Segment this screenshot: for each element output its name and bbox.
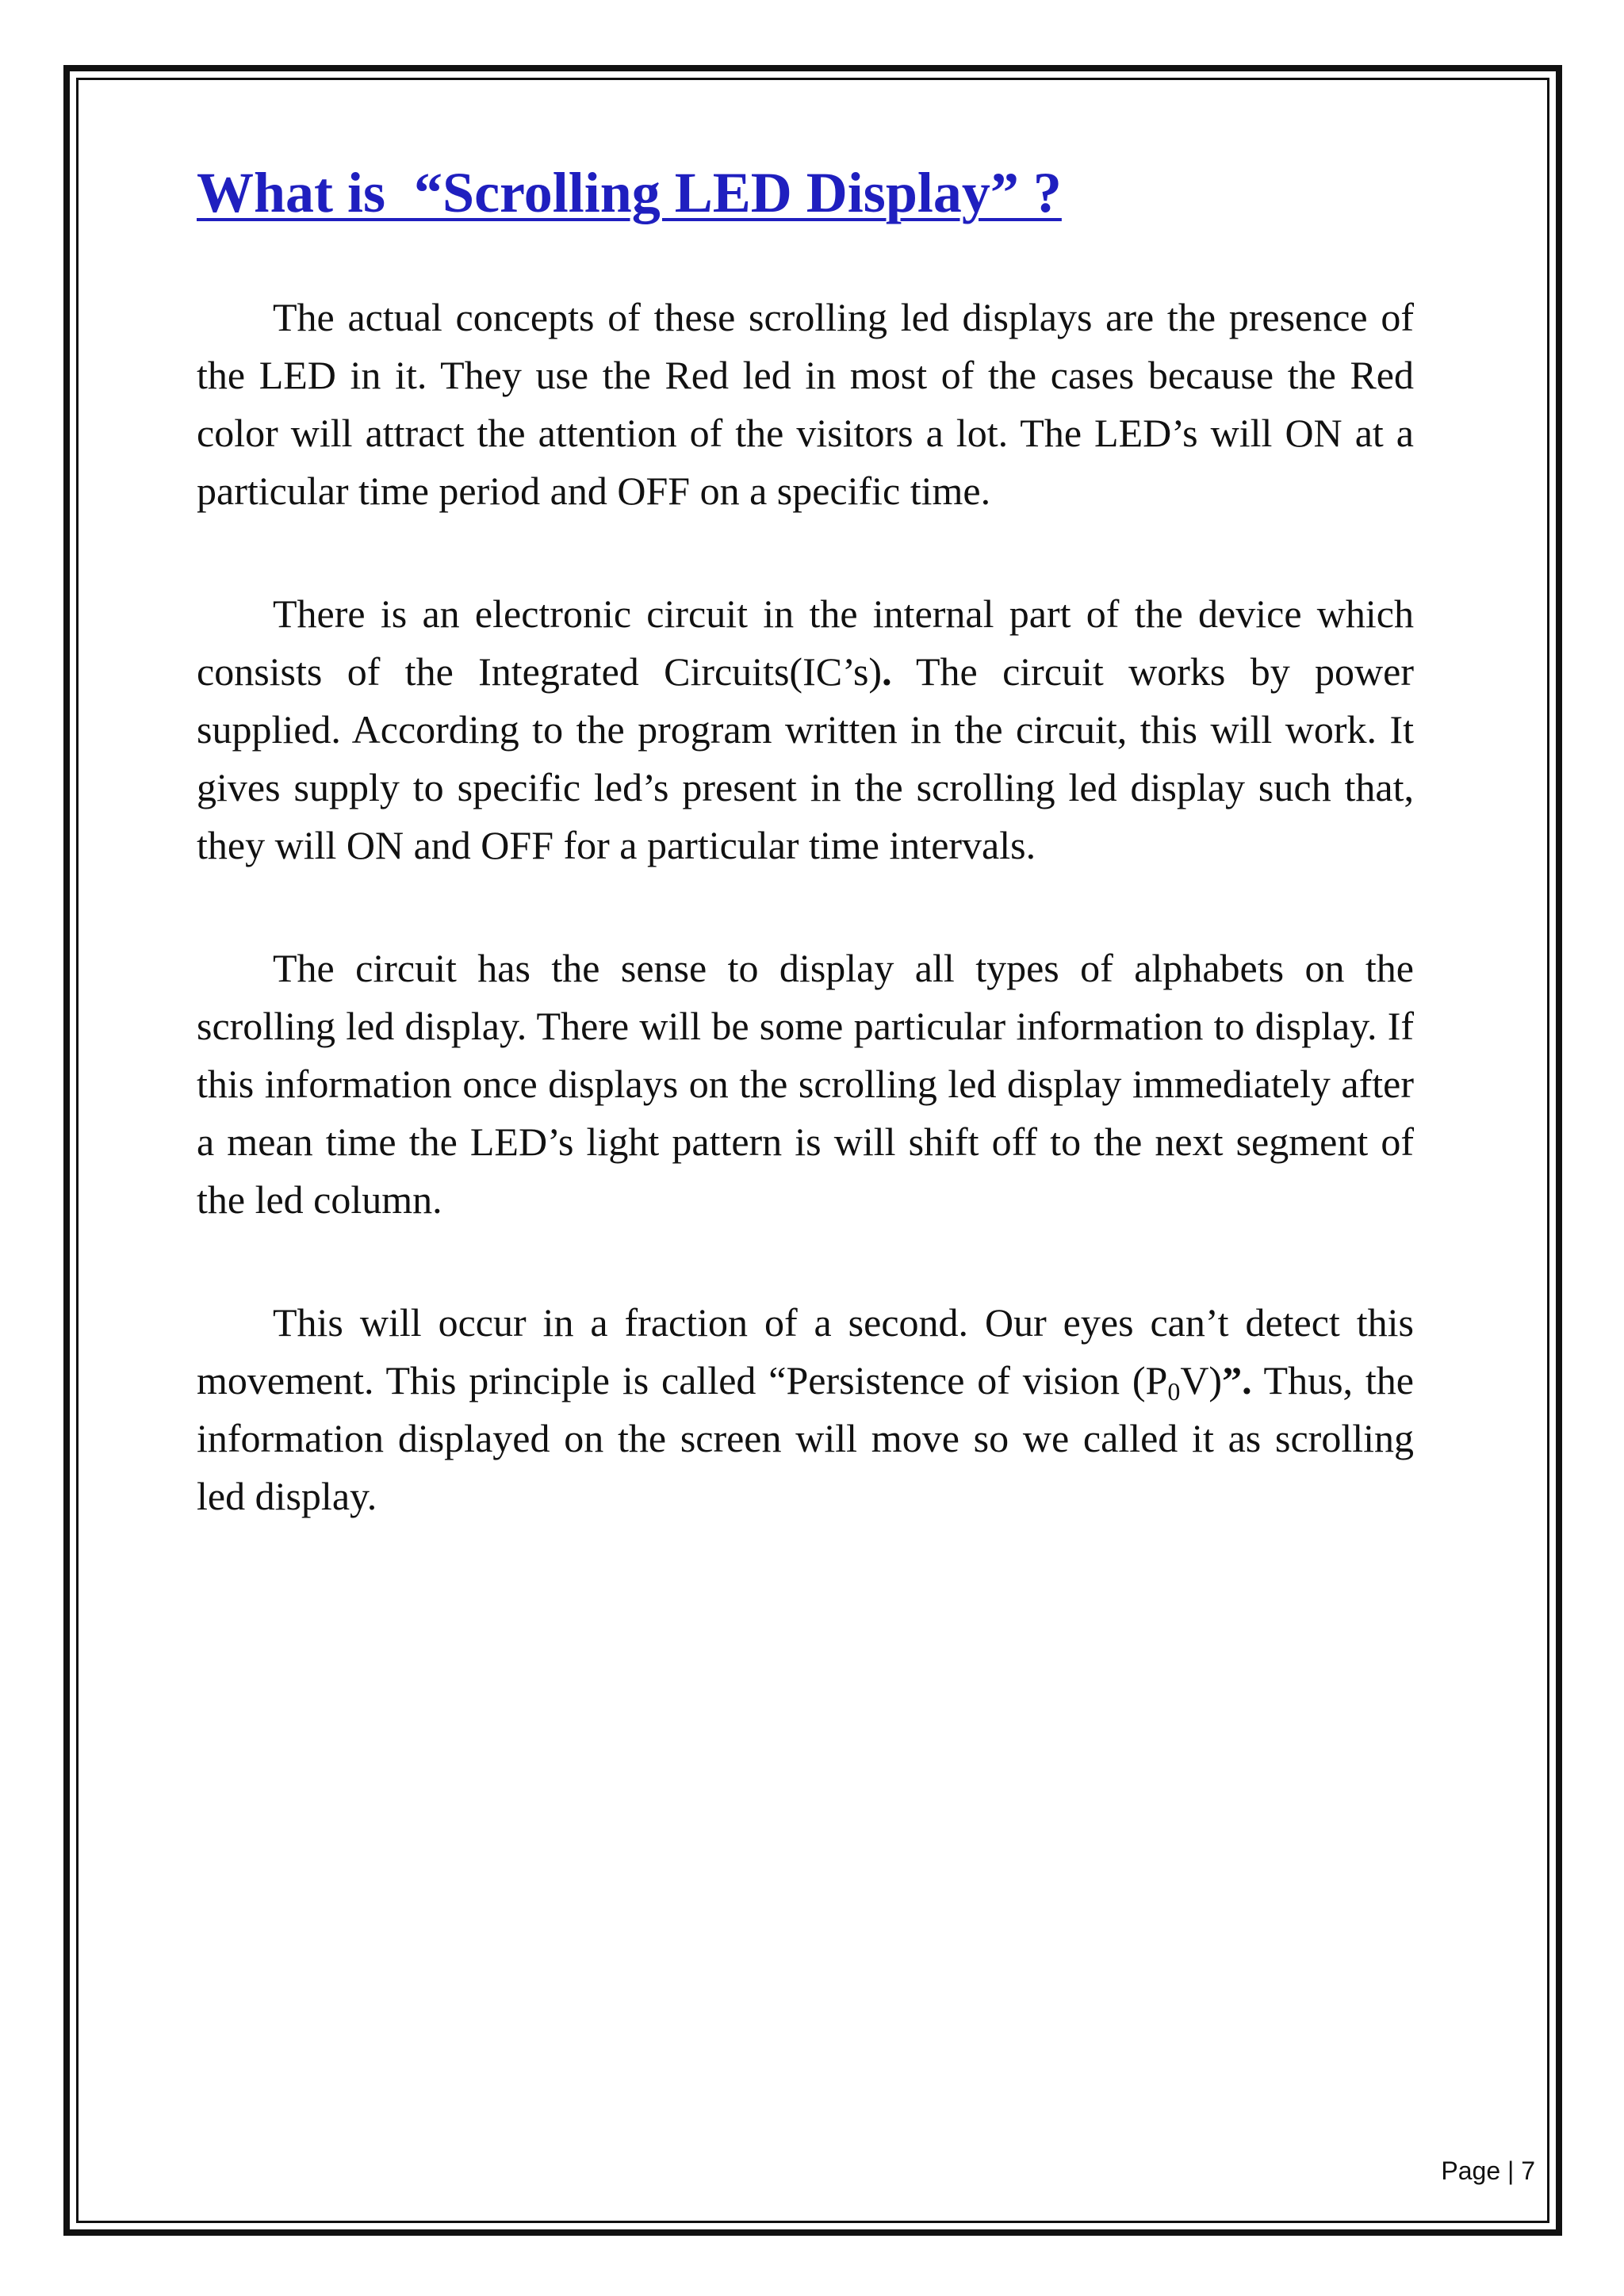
paragraph-2-text-b: The circuit works by power supplied. According to the program written in the circuit, this will work. It gives supply to specific led’s present in the scrolling led display such that, they will ON and OFF for a particular time intervals. [197,649,1414,868]
paragraph-4 [197,1294,1414,1525]
paragraph-2-bold-period: . [882,649,892,695]
page-number: Page | 7 [1441,2156,1535,2185]
paragraph-2 [197,585,1414,874]
paragraph-1: The actual concepts of these scrolling led displays are the presence of the LED in it. They use the Red led in most of the cases because the Red color will attract the attention of the visitors a lot. The LED’s will ON at a particular time period and OFF on a specific time. [197,295,1414,514]
page-content [197,159,1414,1590]
paragraph-4-bold-quote: ”. [1222,1358,1252,1403]
page-title: What is “Scrolling LED Display” ? [197,161,1062,224]
paragraph-4-text-b: V) [1180,1358,1223,1403]
paragraph-3: The circuit has the sense to display all types of alphabets on the scrolling led display. There will be some particular information to display. If this information once displays on the scrolling led display immediately after a mean time the LED’s light pattern is will shift off to the next segment of the led column. [197,946,1414,1223]
paragraph-2-text-a: There is an electronic circuit in the internal part of the device which consists of the Integrated Circuits(IC’s) [197,591,1414,695]
paragraph-4-text-a: This will occur in a fraction of a second. Our eyes can’t detect this movement. This principle is called “Persistence of vision (P [197,1300,1414,1403]
paragraph-4-subscript: 0 [1167,1377,1181,1406]
paragraph-4-text-c: Thus, the information displayed on the screen will move so we called it as scrolling led display. [197,1358,1414,1519]
